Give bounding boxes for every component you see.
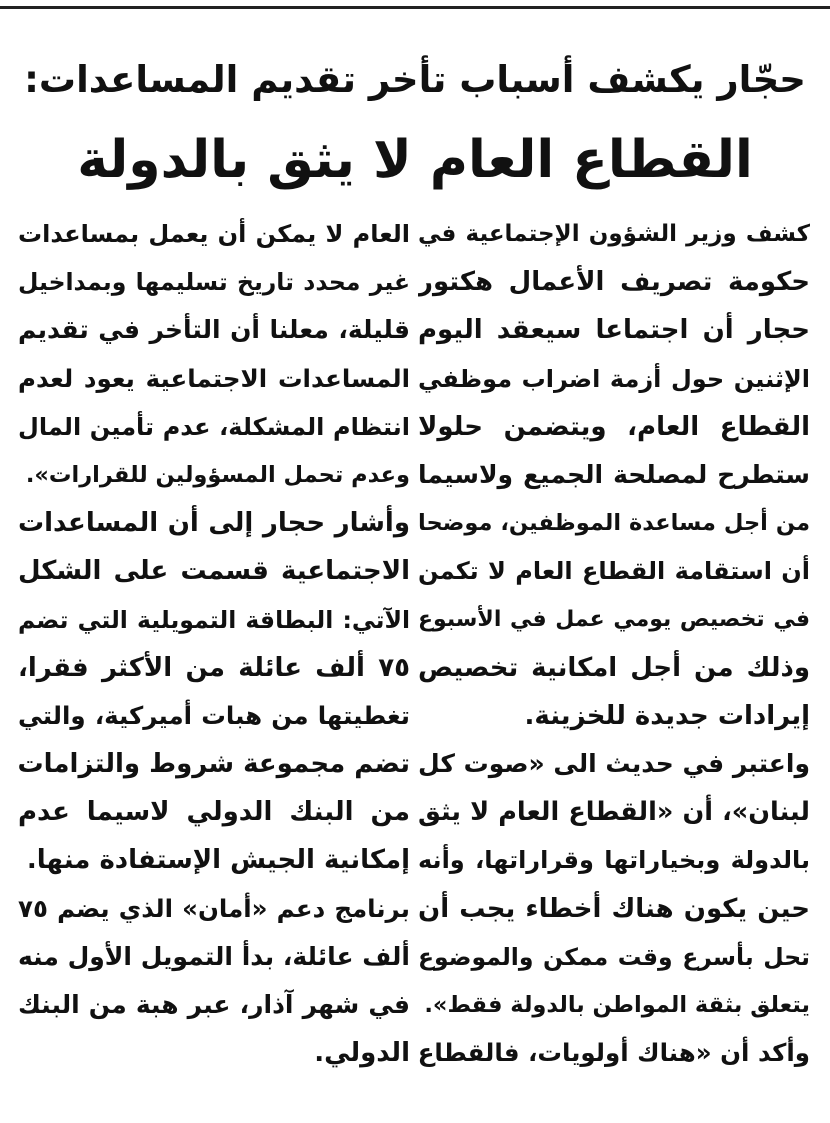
article-line: ستطرح لمصلحة الجميع ولاسيما (418, 459, 810, 489)
article-line: وعدم تحمل المسؤولين للقرارات». (25, 461, 410, 488)
article-line: ٧٥ ألف عائلة من الأكثر فقرا، (18, 652, 410, 683)
top-rule (0, 6, 830, 9)
article-line: تغطيتها من هبات أميركية، والتي (18, 700, 410, 730)
article-line: قليلة، معلنا أن التأخر في تقديم (18, 315, 410, 345)
article-line: تضم مجموعة شروط والتزامات (18, 749, 410, 780)
article-line: وأشار حجار إلى أن المساعدات (18, 508, 410, 539)
article-line: حجار أن اجتماعا سيعقد اليوم (418, 315, 810, 346)
article-line: إيرادات جديدة للخزينة. (524, 700, 810, 731)
article-line: الاجتماعية قسمت على الشكل (18, 556, 410, 587)
article-line: وأكد أن «هناك أولويات، فالقطاع (418, 1038, 810, 1068)
article-line: المساعدات الاجتماعية يعود لعدم (18, 363, 410, 393)
article-line: الدولي. (314, 1038, 410, 1069)
article-line: يتعلق بثقة المواطن بالدولة فقط». (424, 992, 810, 1018)
article-line: إمكانية الجيش الإستفادة منها. (26, 845, 410, 876)
article-line: حين يكون هناك أخطاء يجب أن (418, 893, 810, 924)
article-line: أن استقامة القطاع العام لا تكمن (418, 557, 810, 586)
article-line: ألف عائلة، بدأ التمويل الأول منه (18, 941, 410, 971)
headline-line-1: حجّار يكشف أسباب تأخر تقديم المساعدات: (24, 58, 806, 101)
article-line: لبنان»، أن «القطاع العام لا يثق (418, 797, 810, 828)
article-line: الآتي: البطاقة التمويلية التي تضم (18, 605, 410, 634)
article-line: من أجل مساعدة الموظفين، موضحا (418, 510, 810, 537)
headline (20, 40, 810, 200)
article-line: بالدولة وبخياراتها وقراراتها، وأنه (418, 846, 810, 875)
headline-line-2: القطاع العام لا يثق بالدولة (77, 130, 753, 190)
article-line: كشف وزير الشؤون الإجتماعية في (418, 221, 810, 247)
article-line: واعتبر في حديث الى «صوت كل (418, 749, 810, 779)
article-line: القطاع العام، ويتضمن حلولا (418, 411, 810, 442)
article-line: برنامج دعم «أمان» الذي يضم ٧٥ (18, 893, 410, 923)
article-column-left (18, 210, 410, 1077)
article-column-right (418, 210, 810, 1077)
article-line: من البنك الدولي لاسيما عدم (18, 797, 410, 828)
article-line: الإثنين حول أزمة اضراب موظفي (418, 364, 810, 393)
article-line: وذلك من أجل امكانية تخصيص (418, 652, 810, 683)
article-line: حكومة تصريف الأعمال هكتور (418, 267, 810, 298)
article-line: في شهر آذار، عبر هبة من البنك (18, 990, 410, 1019)
article-line: انتظام المشكلة، عدم تأمين المال (18, 412, 410, 441)
article-line: غير محدد تاريخ تسليمها وبمداخيل (18, 268, 410, 297)
article-line: تحل بأسرع وقت ممكن والموضوع (418, 942, 810, 971)
article-line: في تخصيص يومي عمل في الأسبوع (418, 606, 810, 632)
article-line: العام لا يمكن أن يعمل بمساعدات (18, 220, 410, 248)
